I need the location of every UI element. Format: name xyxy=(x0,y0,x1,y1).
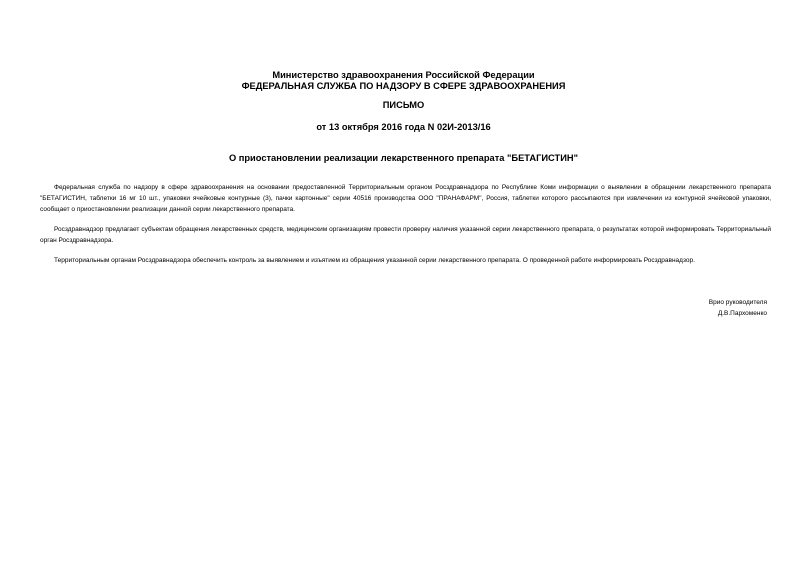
signatory-name: Д.В.Пархоменко xyxy=(717,310,767,317)
body-paragraph-2: Росздравнадзор предлагает субъектам обращения лекарственных средств, медицинским организациям провести проверку наличия указанной серии лекарственного препарата, о результатах которой информировать Территориальный орган Росздравнадзора. xyxy=(40,226,771,244)
service-name: ФЕДЕРАЛЬНАЯ СЛУЖБА ПО НАДЗОРУ В СФЕРЕ ЗДРАВООХРАНЕНИЯ xyxy=(241,81,566,91)
document-type: ПИСЬМО xyxy=(382,100,425,110)
body-paragraph-1: Федеральная служба по надзору в сфере здравоохранения на основании предоставленной Территориальным органом Росздравнадзора по Республике Коми информации о выявлении в обращении лекарственного препарата "БЕТАГИСТИН, таблетки 16 мг 10 шт., упаковки ячейковые контурные (3), пачки картонные" серии 40516 производства ООО "ПРАНАФАРМ", Россия, таблетки которого рассыпаются при извлечении из контурной ячейковой упаковки, сообщает о приостановлении реализации данной серии лекарственного препарата. xyxy=(40,184,771,213)
body-paragraph-3: Территориальным органам Росздравнадзора обеспечить контроль за выявлением и изъятием из обращения указанной серии лекарственного препарата. О проведенной работе информировать Росздравнадзор. xyxy=(54,257,695,264)
document-date-number: от 13 октября 2016 года N 02И-2013/16 xyxy=(316,122,491,132)
signatory-role: Врио руководителя xyxy=(708,299,767,306)
document-subject: О приостановлении реализации лекарственного препарата "БЕТАГИСТИН" xyxy=(228,153,579,163)
ministry-name: Министерство здравоохранения Российской Федерации xyxy=(272,70,535,80)
